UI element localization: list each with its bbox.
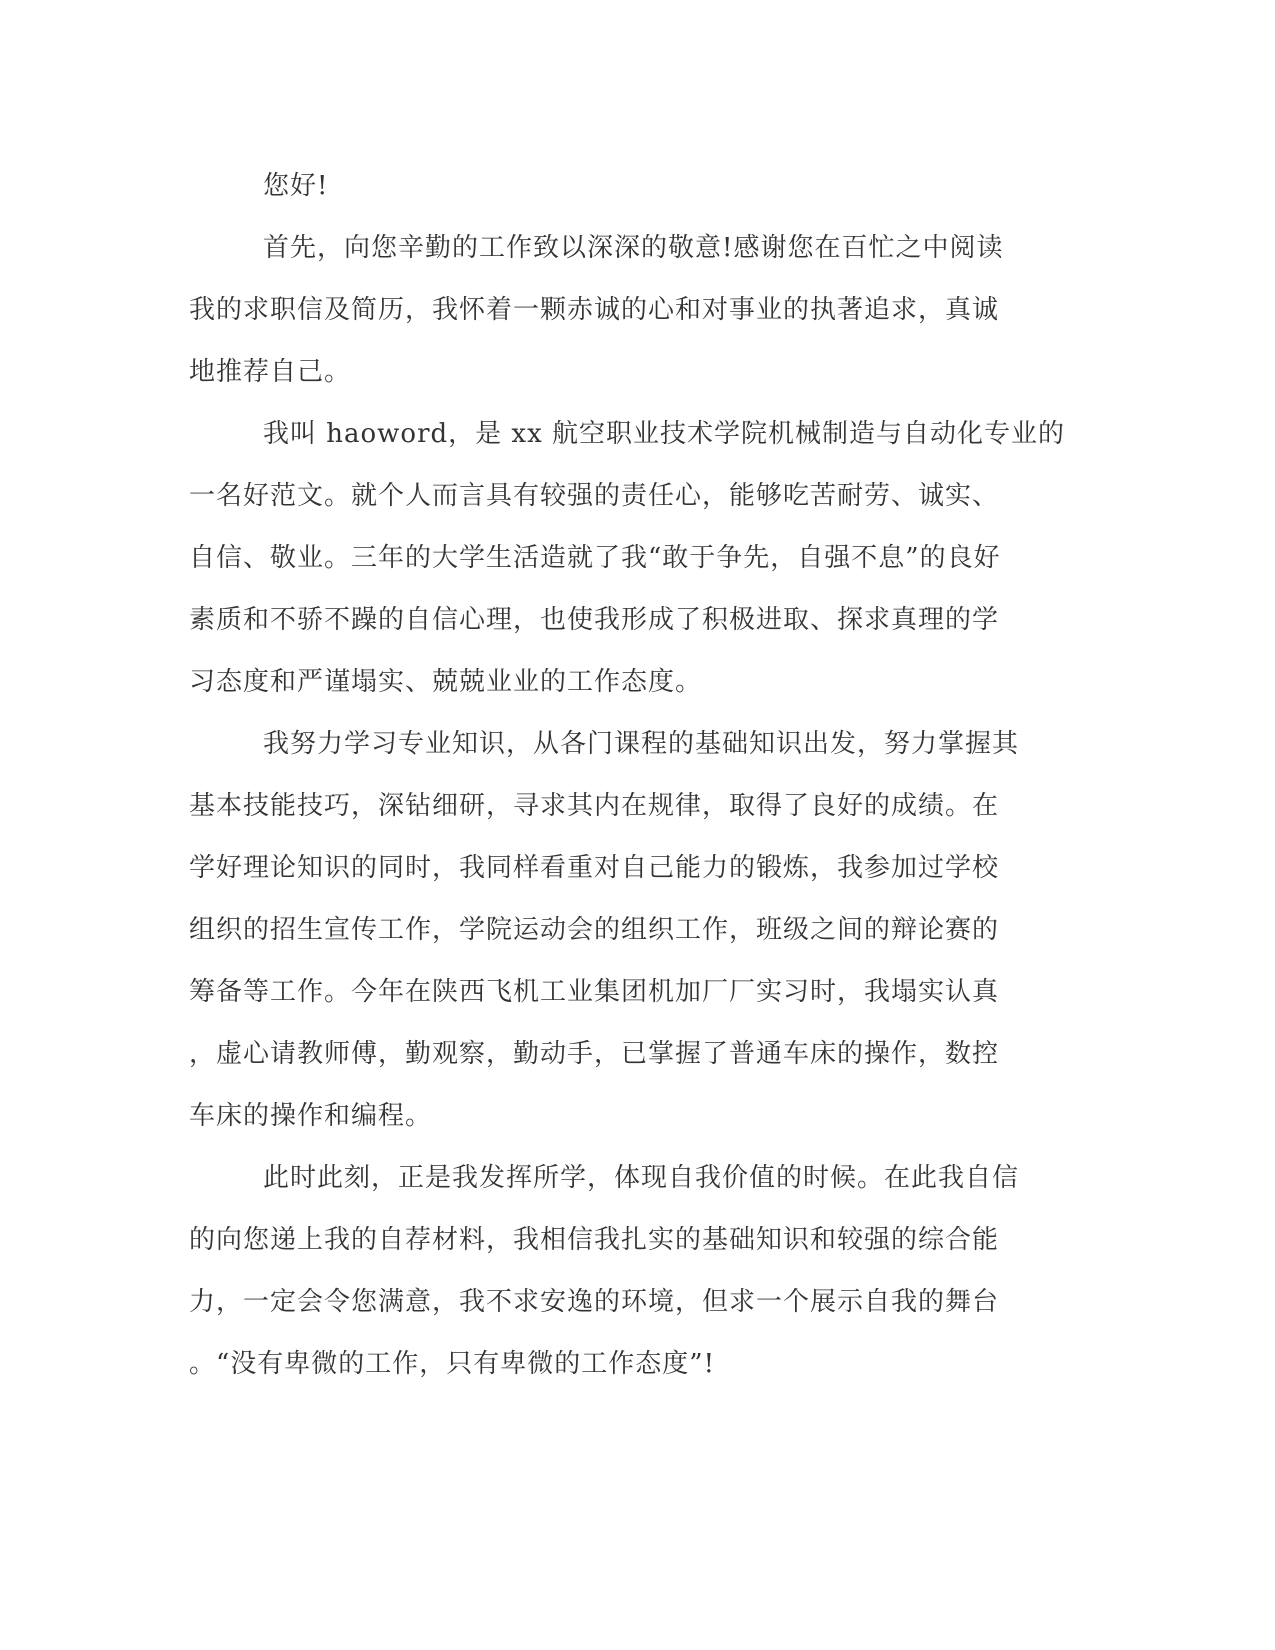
- paragraph-1: [189, 217, 1069, 403]
- text-line: 组织的招生宣传工作，学院运动会的组织工作，班级之间的辩论赛的: [189, 915, 1000, 945]
- text-line: 的向您递上我的自荐材料，我相信我扎实的基础知识和较强的综合能: [189, 1225, 1000, 1255]
- text-line: 习态度和严谨塌实、兢兢业业的工作态度。: [189, 667, 703, 697]
- text-line: 自信、敬业。三年的大学生活造就了我“敢于争先，自强不息”的良好: [189, 543, 1001, 573]
- text-line: 素质和不骄不躁的自信心理，也使我形成了积极进取、探求真理的学: [189, 605, 1000, 635]
- text-line: 我叫 haoword，是 xx 航空职业技术学院机械制造与自动化专业的: [263, 419, 1066, 449]
- text-line: 基本技能技巧，深钻细研，寻求其内在规律，取得了良好的成绩。在: [189, 791, 1000, 821]
- paragraph-4: [189, 1147, 1069, 1395]
- text-line: 力，一定会令您满意，我不求安逸的环境，但求一个展示自我的舞台: [189, 1287, 1000, 1317]
- greeting: 您好!: [263, 171, 329, 201]
- text-line: 此时此刻，正是我发挥所学，体现自我价值的时候。在此我自信: [263, 1163, 1020, 1193]
- text-line: 我努力学习专业知识，从各门课程的基础知识出发，努力掌握其: [263, 729, 1020, 759]
- text-line: 首先，向您辛勤的工作致以深深的敬意!感谢您在百忙之中阅读: [263, 233, 1004, 263]
- letter-body: [189, 155, 1069, 1395]
- text-line: 地推荐自己。: [189, 357, 352, 387]
- text-line: 学好理论知识的同时，我同样看重对自己能力的锻炼，我参加过学校: [189, 853, 1000, 883]
- text-line: 筹备等工作。今年在陕西飞机工业集团机加厂厂实习时，我塌实认真: [189, 977, 1000, 1007]
- paragraph-3: [189, 713, 1069, 1147]
- text-line: 。“没有卑微的工作，只有卑微的工作态度”!: [189, 1349, 716, 1379]
- paragraph-2: [189, 403, 1069, 713]
- text-line: 车床的操作和编程。: [189, 1101, 433, 1131]
- text-line: 一名好范文。就个人而言具有较强的责任心，能够吃苦耐劳、诚实、: [189, 481, 1000, 511]
- text-line: ，虚心请教师傅，勤观察，勤动手，已掌握了普通车床的操作，数控: [189, 1039, 1000, 1069]
- text-line: 我的求职信及简历，我怀着一颗赤诚的心和对事业的执著追求，真诚: [189, 295, 1000, 325]
